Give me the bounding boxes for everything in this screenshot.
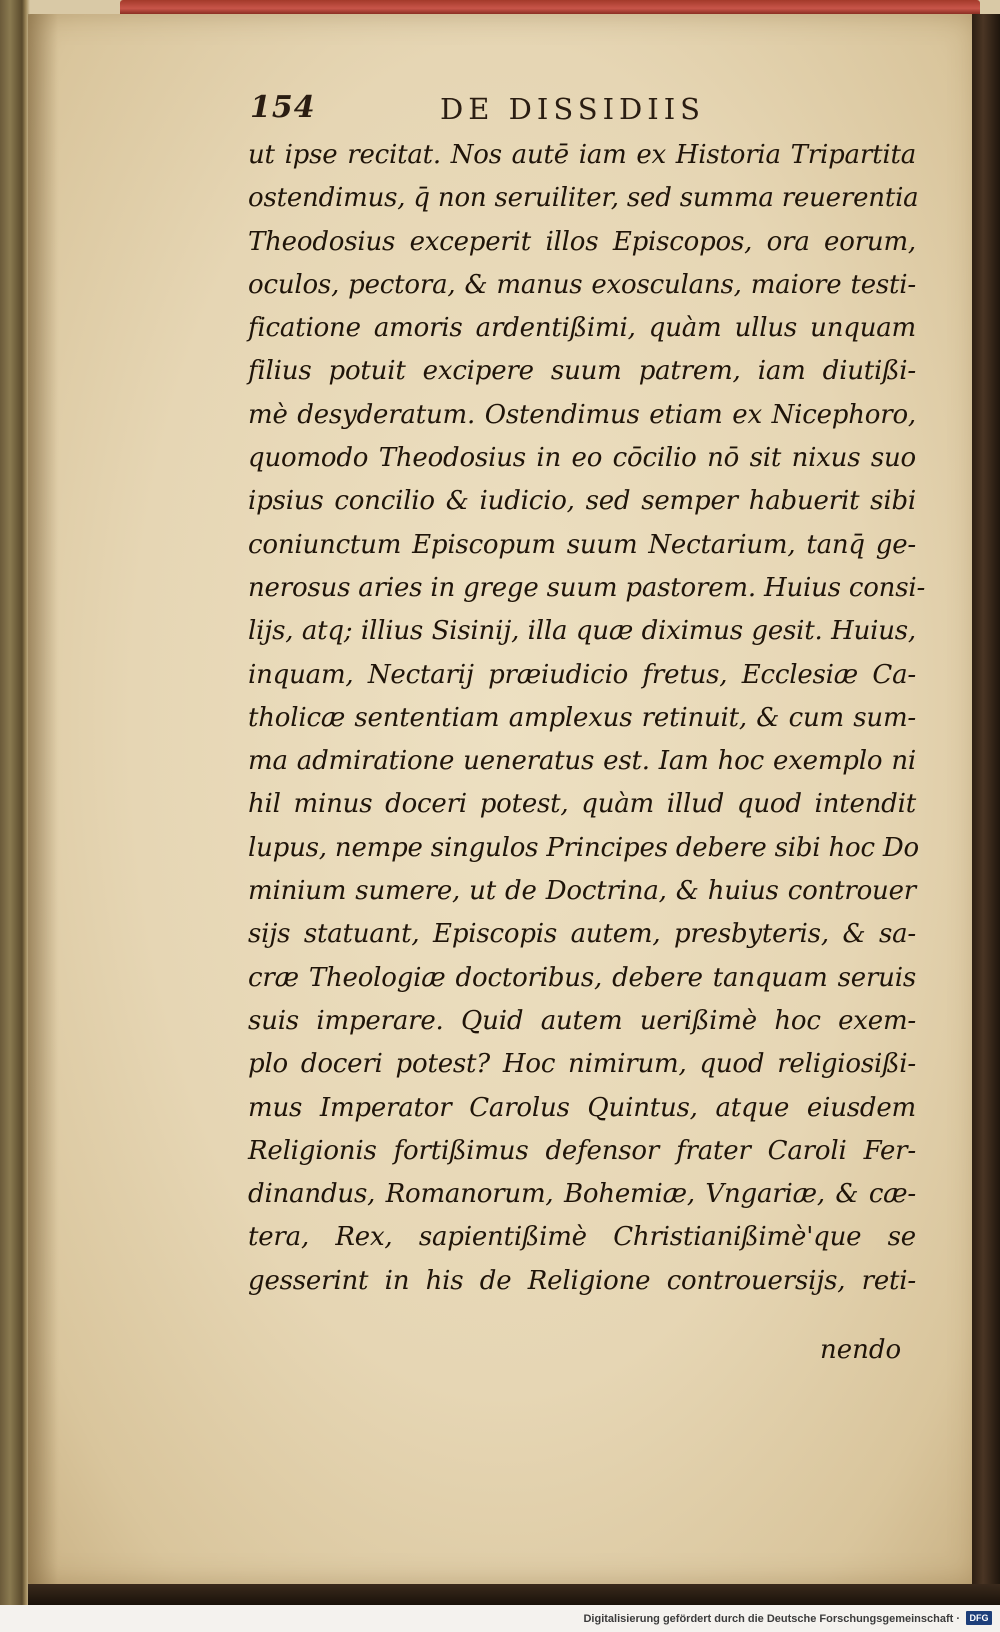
text-line: hil minus doceri potest, quàm illud quod intendit (248, 789, 916, 820)
text-line: mus Imperator Carolus Quintus, atque eiusdem (248, 1092, 916, 1123)
page-bottom-edge (28, 1584, 1000, 1605)
text-line: dinandus, Romanorum, Bohemiæ, Vngariæ, & cæ- (248, 1179, 916, 1210)
text-line: Theodosius exceperit illos Episcopos, ora eorum, (248, 226, 916, 257)
page-top-edge (120, 0, 980, 14)
dfg-logo: DFG (966, 1611, 992, 1625)
text-line: ostendimus, q̄ non seruiliter, sed summa reuerentia (248, 183, 919, 214)
text-line: Religionis fortißimus defensor frater Caroli Fer- (248, 1135, 916, 1166)
text-line: tera, Rex, sapientißimè Christianißimè'que se (248, 1222, 916, 1253)
text-line: inquam, Nectarij præiudicio fretus, Ecclesiæ Ca- (248, 659, 916, 690)
text-line: oculos, pectora, & manus exosculans, maiore testi- (248, 269, 916, 300)
page-number: 154 (250, 90, 316, 125)
text-line: nerosus aries in grege suum pastorem. Huius consi- (248, 572, 926, 603)
text-line: sijs statuant, Episcopis autem, presbyteris, & sa- (248, 919, 916, 950)
text-line: ut ipse recitat. Nos autē iam ex Historia Tripartita (248, 140, 916, 170)
text-line: lupus, nempe singulos Principes debere sibi hoc Do (248, 832, 920, 863)
text-line: ma admiratione ueneratus est. Iam hoc exemplo ni (248, 746, 916, 777)
text-line: coniunctum Episcopum suum Nectarium, tanq̄ ge- (248, 529, 916, 560)
page-gutter-shadow (28, 14, 58, 1584)
running-head-title: DE DISSIDIIS (440, 92, 706, 126)
digitization-credit: Digitalisierung gefördert durch die Deutsche Forschungsgemeinschaft · (583, 1613, 960, 1625)
text-line: plo doceri potest? Hoc nimirum, quod religiosißi- (248, 1049, 916, 1080)
text-line: ficatione amoris ardentißimi, quàm ullus unquam (248, 313, 916, 344)
text-line: mè desyderatum. Ostendimus etiam ex Nicephoro, (248, 399, 916, 430)
running-head (250, 90, 750, 130)
text-line: cræ Theologiæ doctoribus, debere tanquam seruis (248, 962, 916, 993)
text-line: filius potuit excipere suum patrem, iam diutißi- (248, 356, 916, 387)
body-text (248, 134, 926, 1303)
text-line: suis imperare. Quid autem uerißimè hoc exem- (248, 1005, 916, 1036)
page-fore-edge (972, 14, 1000, 1594)
text-line: tholicæ sententiam amplexus retinuit, & cum sum- (248, 702, 916, 733)
text-line: lijs, atq; illius Sisinij, illa quæ diximus gesit. Huius, (248, 616, 916, 647)
text-line: gesserint in his de Religione controuersijs, reti- (248, 1265, 916, 1296)
catchword: nendo (820, 1335, 902, 1365)
text-line: minium sumere, ut de Doctrina, & huius controuer (248, 876, 916, 907)
text-line: ipsius concilio & iudicio, sed semper habuerit sibi (248, 486, 916, 517)
text-line: quomodo Theodosius in eo cōcilio nō sit nixus suo (248, 443, 916, 474)
